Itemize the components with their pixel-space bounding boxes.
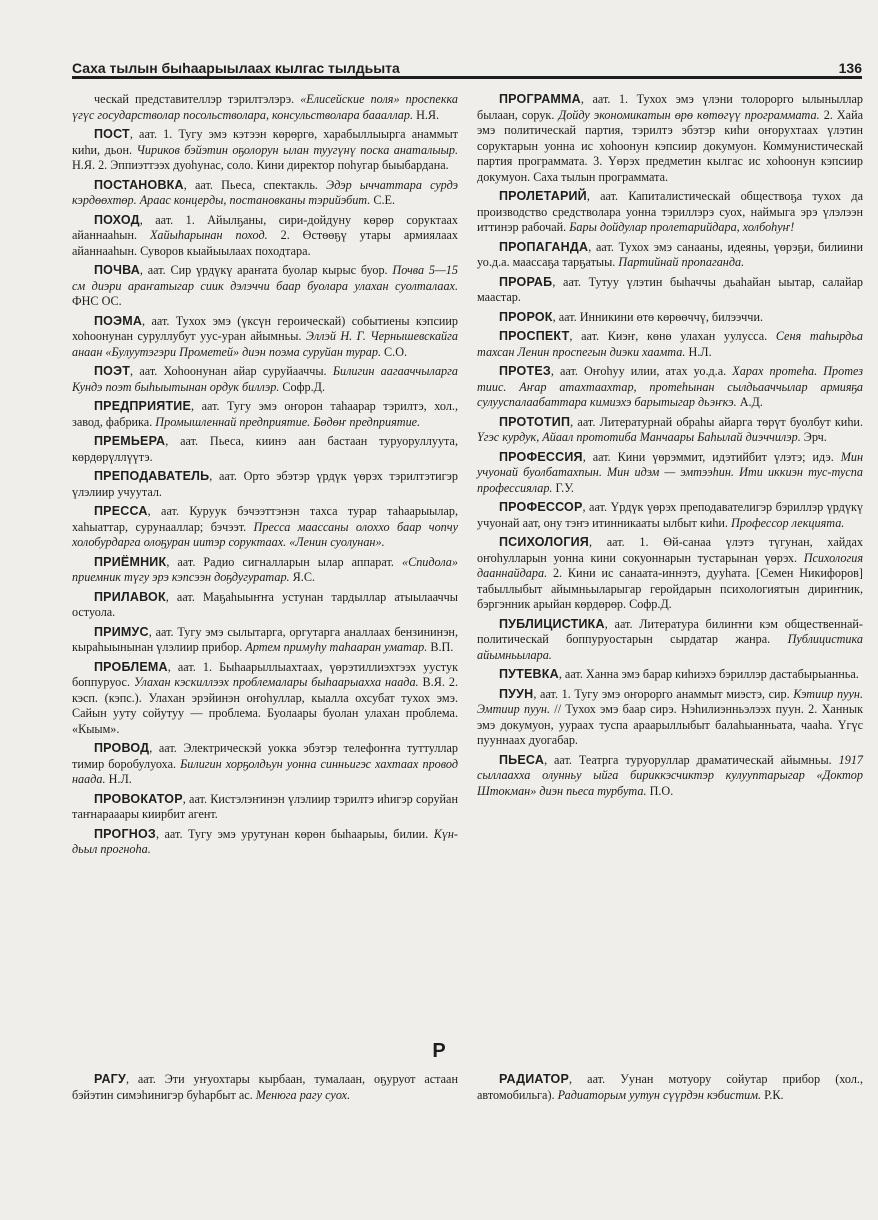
dictionary-entry [477, 535, 863, 613]
source-reference: А.Д. [736, 395, 763, 409]
example-text: «Елисейские поля» проспекка үгүс государстволар посольстволара, консульстволара баааллар. [72, 92, 459, 122]
definition: , аат. Куруук бэчээттэнэн тахса турар таһаарыылар, хаһыаттар, сурунааллар; бэчээт. [72, 504, 458, 534]
headword: ПУУН [499, 686, 534, 701]
example-text: Билигин аагааччыларга Кундэ поэт быһыытынан ордук биллэр. [72, 364, 458, 394]
example-text: Билигин хорҕолдьун уонна синньигэс хахтаах провод наада. [72, 756, 458, 786]
headword: ПРОРАБ [499, 274, 553, 289]
dictionary-entry [477, 240, 863, 271]
example-text: Радиаторым уутун сүүрдэн кэбистим. [557, 1087, 762, 1102]
source-reference: Эрч. [800, 430, 827, 444]
definition: , аат. Театрга туруоруллар драматическай айымньы. [544, 752, 839, 767]
headword: ПРОВОД [94, 741, 150, 755]
headword: ПУБЛИЦИСТИКА [499, 616, 605, 631]
headword: ПРИМУС [94, 624, 149, 639]
section-letter-heading: Р [432, 1040, 446, 1062]
headword: ПОЭТ [94, 364, 131, 378]
headword: ПРОБЛЕМА [94, 659, 168, 674]
dictionary-entry [72, 590, 458, 621]
headword: ПРОВОКАТОР [94, 791, 183, 806]
headword: РАГУ [94, 1072, 126, 1086]
definition: , аат. 1. Өй-санаа үлэтэ түгунан, хайдах оҥоһулларын уонна кини сокуоннарын тустарынан үөрэх. [477, 535, 863, 565]
example-text: Менюга рагу суох. [255, 1087, 351, 1102]
page-number: 136 [838, 60, 862, 76]
example-text: Хайыһарынан поход. [149, 228, 268, 242]
headword: ПРЕДПРИЯТИЕ [94, 399, 192, 413]
source-reference: С.Е. [370, 193, 396, 207]
source-reference: // Тухох эмэ баар сирэ. Нэһилиэнньэлээх пуун. 2. Ханнык эмэ докумуон, уураах туспа араарыллыбыт балаһыанньата, чааһа. Үгүс пууннаах дуогабар. [477, 702, 863, 747]
definition: , аат. Тухох эмэ санааны, идеяны, үөрэҕи, билиини уо.д.а. маассаҕа тарҕатыы. [477, 239, 863, 269]
dictionary-entry [477, 687, 863, 749]
example-text: Профессор лекцията. [731, 515, 845, 530]
definition: , аат. 1. Айылҕаны, сири-дойдуну көрөр соруктаах айаннааһын. [72, 212, 458, 242]
dictionary-entry [72, 127, 458, 174]
source-reference: Р.К. [761, 1087, 784, 1102]
headword: ПРЕМЬЕРА [94, 434, 166, 448]
headword: ПОЧВА [94, 263, 140, 277]
example-text: Публицистика айымньылара. [477, 632, 863, 662]
dictionary-entry [72, 625, 458, 656]
headword: ПРОФЕССОР [499, 500, 583, 514]
definition: , аат. Үрдүк үөрэх преподавателигэр бэриллэр үрдүкү учуонай аат, ону тэҥэ итинникааты ылбыт киһи. [477, 500, 863, 530]
headword: ПРИЁМНИК [94, 554, 167, 569]
dictionary-entry [477, 415, 863, 446]
example-text: Дойду экономикатын өрө көтөгүү программата. [558, 107, 820, 122]
definition: , аат. Тутуу үлэтин быһаччы дьаһайан ыытар, салайар маастар. [477, 274, 863, 304]
dictionary-entry [72, 504, 458, 551]
definition: , аат. 1. Быһаарыллыахтаах, үөрэтиллиэхтээх уустук боппуруос. [72, 659, 458, 689]
headword: ПРОРОК [499, 309, 553, 324]
source-reference: 2. Хайа эмэ политическай партия, тэрилтэ эбэтэр киһи оҥорухтаах үлэтин соруктарын уонна ис хоһоонун кэпсиир докумуон. Коммунистическай партия программата. 3. Үөрэх предметин кылгас ис хоһоонун кэпсиир докумуон. Саха тылын программата. [477, 107, 864, 184]
source-reference: В.Я. 2. кэсп. (кэпс.). Улахан эрэйинэн оҥоһуллар, кыалла охсубат тухох эмэ. Сайын ууту сойутуу — проблема. Буолаары буолан улахан проблема. «Кыым». [72, 675, 458, 736]
definition: , аат. Оҥоһуу илии, атах уо.д.а. [550, 364, 733, 378]
headword: ПРОГРАММА [499, 92, 581, 106]
headword: РАДИАТОР [499, 1072, 570, 1086]
dictionary-entry [72, 178, 458, 209]
example-text: Артем примуһу таһааран уматар. [245, 640, 428, 654]
headword: ПРОПАГАНДА [499, 239, 589, 254]
source-reference: Н.Л. [685, 344, 712, 359]
example-text: Күн-дьыл прогноһа. [72, 826, 458, 856]
example-text: Сеня таһырдьа тахсан Ленин проспегын диэки хаамта. [477, 329, 863, 359]
headword: ПРОЛЕТАРИЙ [499, 189, 587, 203]
definition: , аат. Пьеса, спектакль. [183, 177, 327, 192]
definition: , аат. Кини үөрэммит, идэтийбит үлэтэ; идэ. [582, 449, 841, 464]
definition: , аат. Хоһоонунан айар суруйааччы. [130, 364, 333, 378]
definition: , аат. Тугу эмэ сылытарга, оргутарга аналлаах бензининэн, кыраһыынынан үлэлиир прибор. [72, 624, 458, 654]
dictionary-entry [72, 434, 458, 465]
definition: , аат. Электрическэй уокка эбэтэр телефоҥҥа туттуллар тимир боробулуоха. [72, 741, 458, 771]
page-header [72, 54, 862, 76]
example-text: Улахан кэскиллээх проблемалары быһаарыахха наада. [133, 675, 419, 689]
headword: ПОСТ [94, 127, 130, 141]
dictionary-entry [477, 500, 863, 531]
dictionary-entry [477, 753, 863, 800]
dictionary-entry [477, 667, 863, 683]
left-column [72, 92, 458, 862]
definition: , аат. Пьеса, киинэ аан бастаан туруоруллуута, көрдөрүллүүтэ. [72, 434, 458, 464]
definition: , аат. 1. Тугу эмэ кэтээн көрөргө, харабыллыырга анаммыт киһи, дьон. [72, 127, 458, 157]
source-reference: Н.Я. [413, 107, 440, 122]
definition: , аат. 1. Тугу эмэ оҥорорго анаммыт миэстэ, сир. [533, 686, 794, 701]
header-rule [72, 76, 862, 79]
source-reference: Я.С. [289, 570, 316, 584]
definition: , аат. Сир үрдүкү араҥата буолар кырыс буор. [139, 263, 393, 277]
example-text: Эллэй Н. Г. Чернышевскайга анаан «Булуутэгэри Прометей» диэн поэма суруйан турар. [72, 329, 458, 359]
definition: , аат. 1. Тухох эмэ үлэни толорорго ылыныллар былаан, сорук. [477, 92, 863, 122]
dictionary-entry [72, 399, 458, 430]
dictionary-entry [477, 450, 863, 497]
definition: , аат. Ханна эмэ барар киһиэхэ бэриллэр дастабырыанньа. [558, 667, 859, 681]
dictionary-entry [72, 92, 458, 123]
bottom-left-column [72, 1072, 458, 1107]
source-reference: С.О. [381, 344, 408, 359]
example-text: Пресса маассаны олоххо баар чопчу холобурдарга олоҕуран иитэр соруктаах. «Ленин суолунан». [72, 519, 458, 549]
definition: , аат. Орто эбэтэр үрдүк үөрэх тэрилтэтигэр үлэлиир учуутал. [72, 469, 458, 499]
headword: ПУТЕВКА [499, 667, 559, 681]
source-reference: 2. Өстөөҕү утары армиялаах айаннааһын. Суворов кыайыылаах походтара. [72, 228, 458, 258]
headword: ПРИЛАВОК [94, 589, 166, 604]
definition: , аат. Тухох эмэ (үксүн героическай) событиены кэпсиир хоһоонунан суруллубут уус-уран айымньы. [72, 313, 458, 343]
source-reference: ФНС ОС. [72, 294, 122, 308]
example-text: Промышленнай предприятие. Бөдөҥ предприятие. [155, 414, 421, 429]
definition: , аат. Литература билиҥҥи кэм общественнай-политическай боппуруостарын сырдатар жанра. [477, 616, 863, 646]
source-reference: П.О. [646, 783, 674, 798]
dictionary-entry [477, 275, 863, 306]
example-text: Психология дааннайдара. [477, 550, 863, 580]
headword: ПРОФЕССИЯ [499, 449, 583, 464]
dictionary-entry [477, 310, 863, 326]
definition: , аат. Инникини өтө көрөөччү, билээччи. [552, 309, 764, 324]
source-reference: В.П. [427, 640, 454, 654]
dictionary-entry [477, 1072, 863, 1103]
bottom-right-column [477, 1072, 863, 1107]
dictionary-entry [72, 469, 458, 500]
dictionary-entry [477, 92, 863, 185]
definition: ческай представителлэр тэрилтэлэрэ. [94, 92, 301, 106]
example-text: Бары дойдулар пролетарийдара, холбоһуҥ! [569, 220, 795, 234]
example-text: Партийнай пропаганда. [618, 255, 745, 269]
dictionary-entry [72, 213, 458, 260]
dictionary-title: Саха тылын быһаарыылаах кылгас тылдьыта [72, 60, 400, 76]
source-reference: 2. Кини ис санаата-иннэтэ, дууһата. [Семен Никифоров] табыллыбыт айымньыларыгар геройдарын психологиятын дириҥник, бэргэнник арыйан көрдөрөр. Софр.Д. [477, 566, 863, 611]
headword: ПРОСПЕКТ [499, 329, 570, 343]
dictionary-entry [72, 1072, 458, 1103]
example-text: Мин учуонай буолбатахпын. Мин идэм — эмтээһин. Ити иккиэн тус-туспа профессиялар. [477, 449, 863, 495]
dictionary-entry [72, 314, 458, 361]
dictionary-entry [72, 792, 458, 823]
headword: ПРОТОТИП [499, 414, 571, 429]
example-text: Үгэс курдук, Айаал прототиба Манчаары Баһылай диэччилэр. [477, 430, 801, 444]
dictionary-entry [477, 617, 863, 664]
definition: , аат. Эти уҥуохтары кырбаан, тумалаан, оҕуруот астаан бэйэтин симэһинигэр буһарбыт ас. [72, 1072, 458, 1102]
example-text: «Спидола» приемник түгу эрэ кэпсээн доҕдугуратар. [72, 554, 458, 584]
dictionary-entry [72, 741, 458, 788]
definition: , аат. Маҕаһыыҥҥа устунан тардыллар атыылааччы остуола. [72, 589, 458, 619]
example-text: Почва 5—15 см диэри араҥатыгар сиик дэлэччи баар буолара улахан суолталаах. [72, 263, 458, 293]
headword: ПСИХОЛОГИЯ [499, 535, 589, 549]
headword: ПЬЕСА [499, 752, 545, 767]
headword: ПРЕПОДАВАТЕЛЬ [94, 469, 210, 483]
dictionary-entry [477, 329, 863, 360]
dictionary-entry [72, 555, 458, 586]
definition: , аат. Тугу эмэ урутунан көрөн быһаарыы, билии. [155, 826, 434, 841]
dictionary-entry [72, 364, 458, 395]
example-text: Эдэр ыччаттара сурдэ кэрдөөхтөр. Араас концерды, постановканы тэрийэбит. [72, 177, 458, 207]
definition: , аат. Уунан мотуору сойутар прибор (хол., автомобильга). [477, 1072, 863, 1102]
example-text: Кэтиир пуун. Эмтиир пуун. [477, 686, 864, 716]
definition: , аат. Кистэлэҥинэн үлэлиир тэрилтэ иһигэр соруйан таҥнарааары киирбит агент. [72, 791, 458, 821]
dictionary-entry [477, 189, 863, 236]
headword: ПРОТЕЗ [499, 364, 551, 378]
definition: , аат. Радио сигналларын ылар аппарат. [166, 554, 402, 569]
definition: , аат. Киэҥ, көнө улахан уулусса. [569, 329, 776, 343]
source-reference: Г.У. [552, 480, 574, 495]
source-reference: Н.Я. 2. Эппиэттээх дуоһунас, соло. Кини директор поһугар быыбардана. [72, 158, 449, 172]
right-column [477, 92, 863, 803]
example-text: Чириков бэйэтин оҕолорун ылан туугүнү поска анаталыыр. [136, 142, 459, 157]
dictionary-entry [72, 827, 458, 858]
headword: ПРЕССА [94, 504, 148, 518]
definition: , аат. Литературнай обраһы айарга төрүт буолбут киһи. [570, 414, 863, 429]
definition: , аат. Тугу эмэ оҥорон таһаарар тэрилтэ, хол., завод, фабрика. [72, 399, 458, 429]
source-reference: Софр.Д. [279, 379, 326, 394]
headword: ПОСТАНОВКА [94, 177, 184, 192]
definition: , аат. Капиталистическай обществоҕа тухох да производство средстволара уонна тэриллэрэ суох, наймыга эрэ үлэлээн иттинэр рабочай. [477, 189, 863, 234]
example-text: Харах протеһа. Протез тиис. Аҥар атахтаахтар, протеһынан сылдьааччылар армияҕа сулууспалаабаттара кимиэхэ барытыгар дьэҥкэ. [477, 364, 864, 409]
dictionary-entry [72, 660, 458, 738]
example-text: 1917 сыллаахха олунньу ыйга бириккэсчиктэр кулууптарыгар «Доктор Штокман» диэн пьеса турбута. [477, 752, 863, 798]
headword: ПОХОД [94, 212, 140, 227]
source-reference: Н.Л. [105, 772, 132, 786]
dictionary-entry [72, 263, 458, 310]
headword: ПОЭМА [94, 313, 143, 328]
dictionary-entry [477, 364, 863, 411]
headword: ПРОГНОЗ [94, 826, 156, 841]
